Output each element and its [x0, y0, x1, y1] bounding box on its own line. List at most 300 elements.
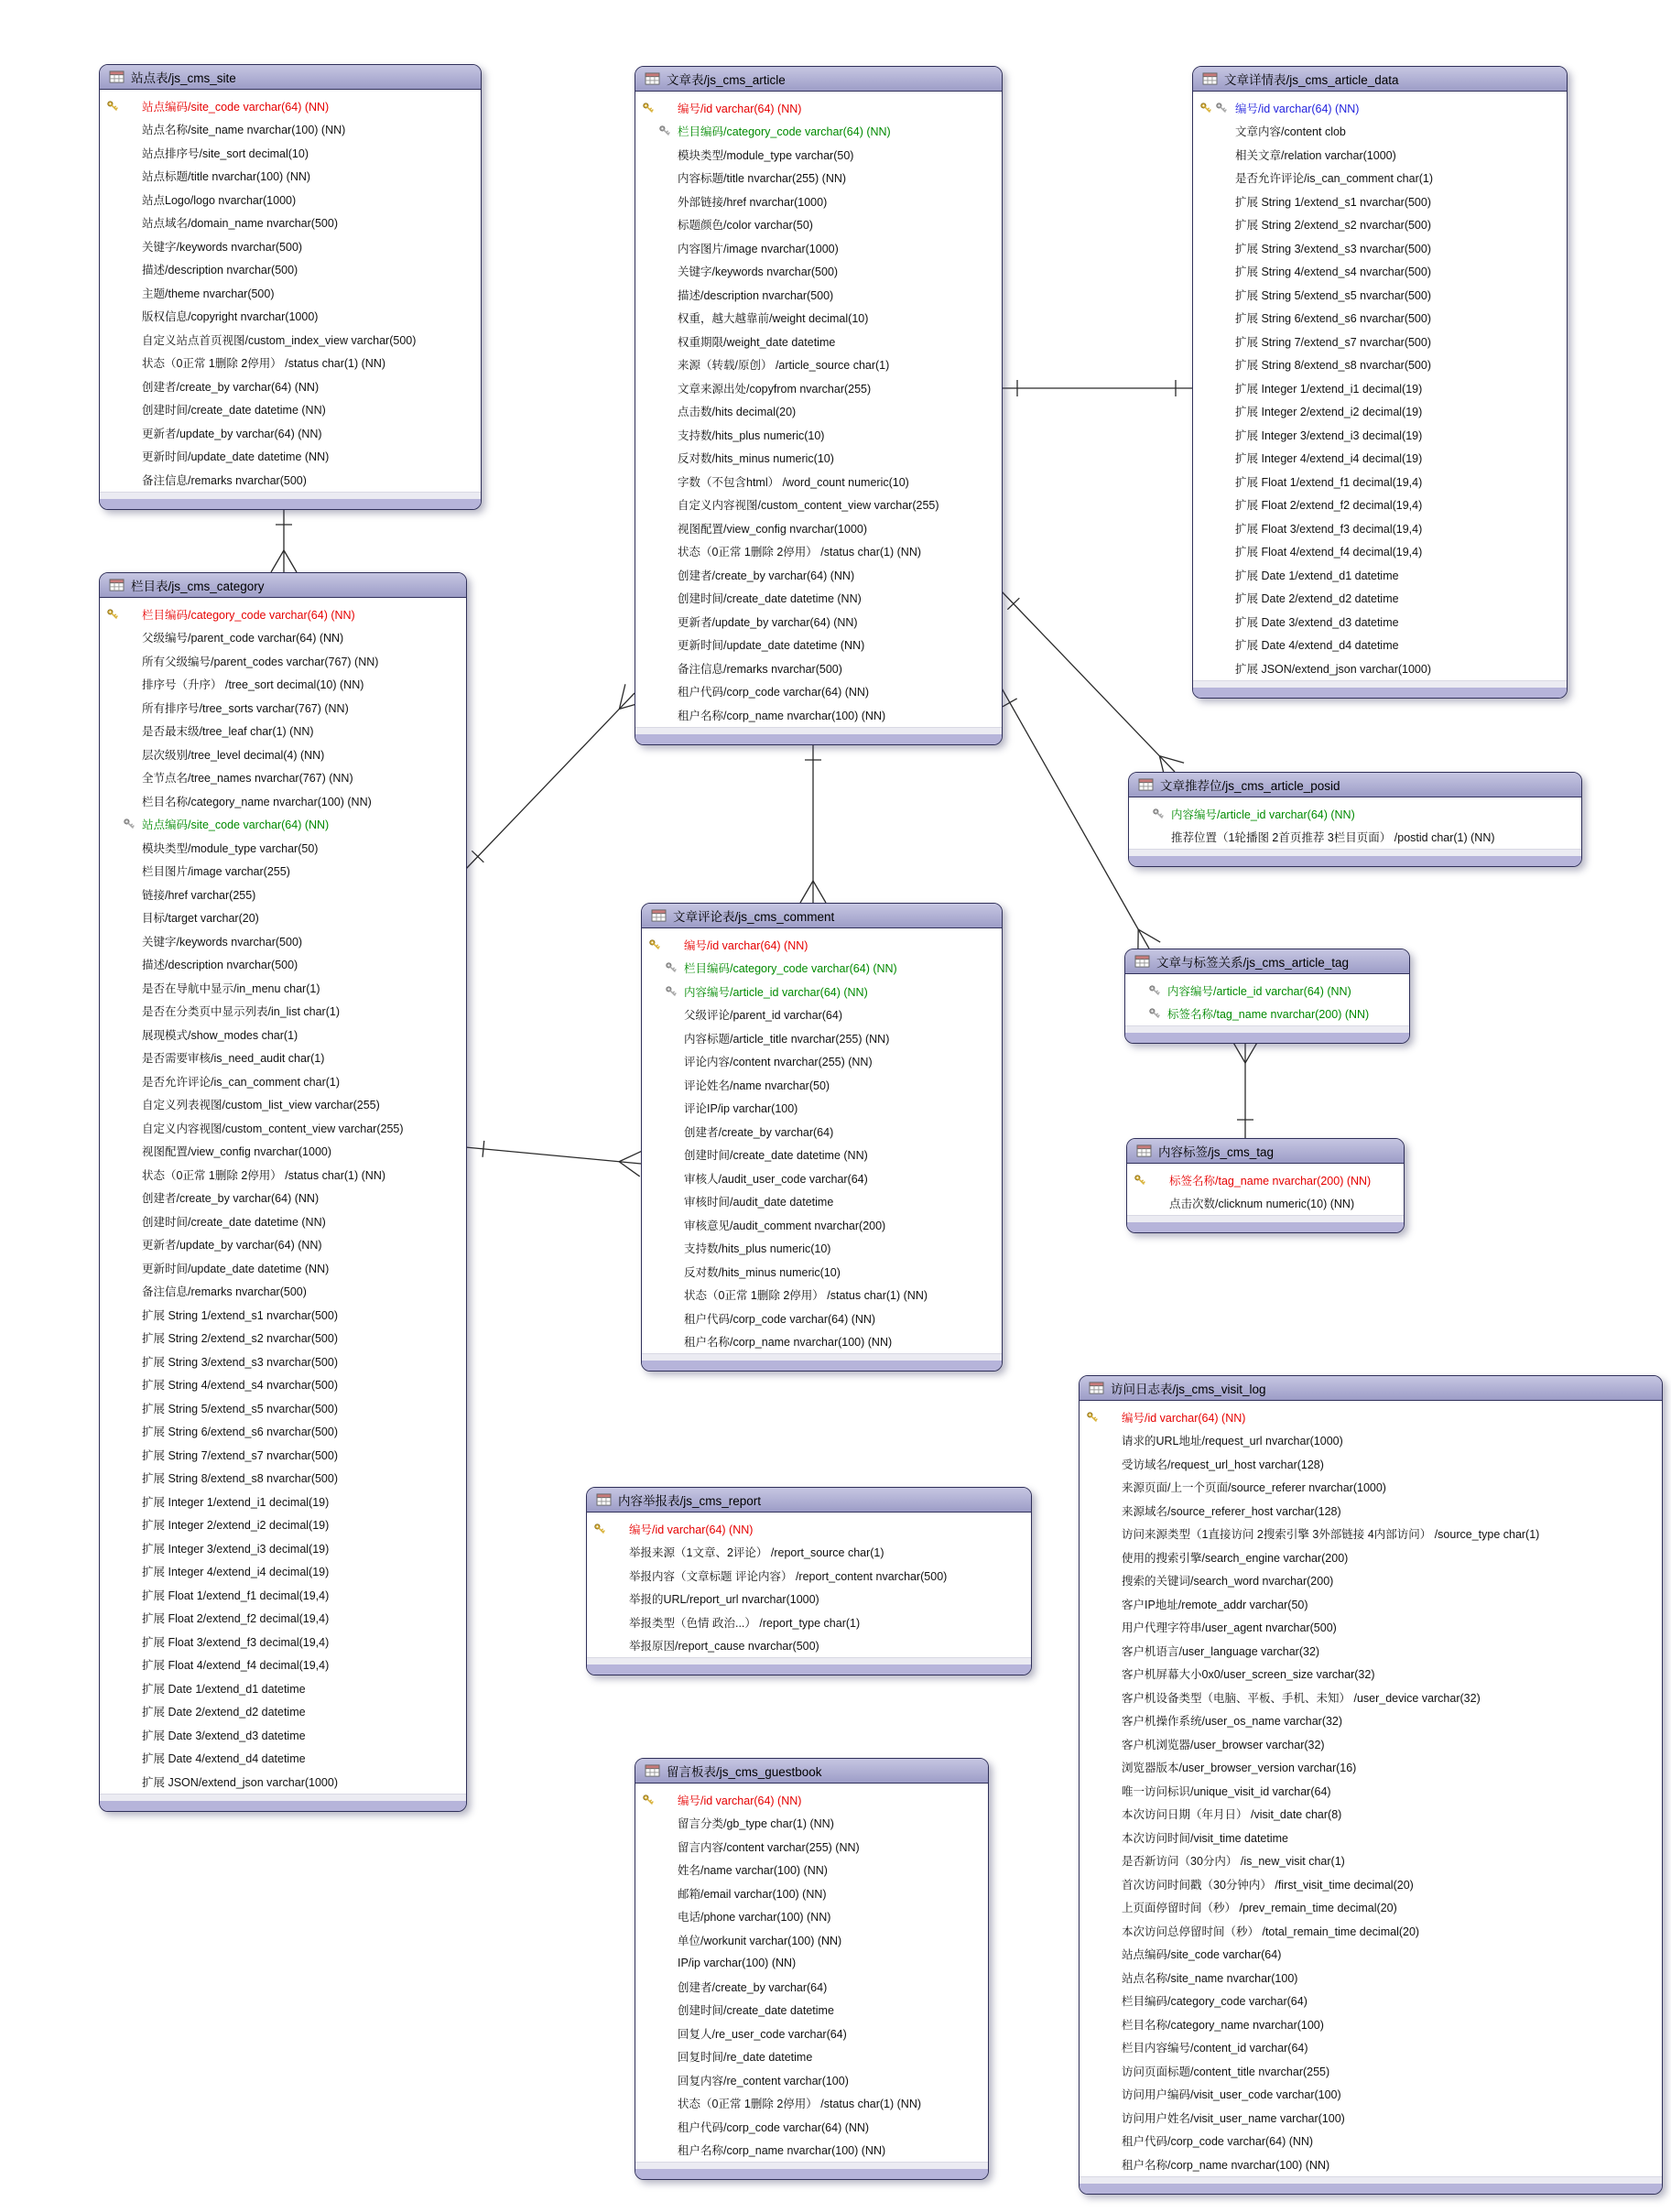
field-row[interactable]	[1080, 2130, 1662, 2153]
field-row[interactable]	[1193, 190, 1567, 213]
field-row[interactable]	[635, 236, 1002, 260]
field-row[interactable]	[100, 1023, 466, 1046]
field-row[interactable]	[100, 1770, 466, 1794]
field-text: 栏目编码/category_code varchar(64)	[1122, 1995, 1308, 2009]
field-row[interactable]	[100, 1303, 466, 1327]
relationship-site-category	[271, 506, 297, 572]
field-row[interactable]	[1193, 307, 1567, 331]
field-row[interactable]	[100, 626, 466, 650]
field-row[interactable]	[642, 957, 1002, 981]
field-row[interactable]	[100, 1373, 466, 1397]
field-row[interactable]	[635, 307, 1002, 331]
field-text: 排序号（升序） /tree_sort decimal(10) (NN)	[142, 678, 364, 692]
table-footer-strip	[100, 492, 481, 499]
field-row[interactable]	[642, 1144, 1002, 1167]
field-text: 栏目图片/image varchar(255)	[142, 865, 290, 879]
field-row[interactable]	[642, 1307, 1002, 1330]
field-text: 扩展 Date 4/extend_d4 datetime	[142, 1752, 306, 1766]
field-row[interactable]	[100, 1560, 466, 1584]
field-text: 站点名称/site_name nvarchar(100)	[1122, 1971, 1298, 1985]
field-text: 创建者/create_by varchar(64)	[684, 1125, 834, 1139]
field-text: 扩展 Integer 2/extend_i2 decimal(19)	[142, 1519, 330, 1533]
foreign-key-icon	[123, 818, 136, 830]
field-row[interactable]	[1080, 1872, 1662, 1896]
entity-header[interactable]	[1125, 949, 1409, 974]
primary-key-icon	[1134, 1174, 1146, 1187]
field-text: 站点名称/site_name nvarchar(100) (NN)	[142, 124, 346, 137]
field-row[interactable]	[1193, 563, 1567, 587]
table-icon	[651, 909, 667, 922]
field-row[interactable]	[100, 1513, 466, 1537]
field-row[interactable]	[1080, 1990, 1662, 2013]
field-row[interactable]	[635, 2115, 988, 2139]
field-row[interactable]	[100, 1443, 466, 1467]
field-text: 父级编号/parent_code varchar(64) (NN)	[142, 632, 344, 645]
field-text: 所有父级编号/parent_codes varchar(767) (NN)	[142, 655, 379, 668]
field-row[interactable]	[1080, 1709, 1662, 1733]
field-text: 创建者/create_by varchar(64)	[678, 1980, 828, 1994]
field-row[interactable]	[635, 563, 1002, 587]
foreign-key-icon	[665, 985, 678, 998]
field-row[interactable]	[100, 141, 481, 165]
field-row[interactable]	[100, 1256, 466, 1280]
field-row[interactable]	[100, 234, 481, 258]
field-text: 扩展 Float 2/extend_f2 decimal(19,4)	[142, 1612, 330, 1626]
field-row[interactable]	[100, 281, 481, 305]
field-row[interactable]	[635, 470, 1002, 493]
field-row[interactable]	[100, 1046, 466, 1070]
field-row[interactable]	[1080, 1592, 1662, 1616]
field-text: 客户机屏幕大小0x0/user_screen_size varchar(32)	[1122, 1668, 1375, 1682]
field-list	[635, 92, 1002, 727]
field-row[interactable]	[635, 260, 1002, 284]
field-row[interactable]	[635, 376, 1002, 400]
field-row[interactable]	[635, 283, 1002, 307]
field-row[interactable]	[100, 1140, 466, 1164]
field-text: 举报类型（色情 政治...） /report_type char(1)	[629, 1616, 861, 1630]
field-row[interactable]	[635, 493, 1002, 517]
field-row[interactable]	[1080, 1499, 1662, 1523]
field-row[interactable]	[100, 976, 466, 1000]
field-text: 目标/target varchar(20)	[142, 912, 259, 926]
field-row[interactable]	[1080, 1803, 1662, 1827]
field-row[interactable]	[1080, 1756, 1662, 1780]
field-row[interactable]	[100, 258, 481, 282]
field-row[interactable]	[1193, 493, 1567, 517]
key-icon-slot	[635, 102, 678, 114]
field-row[interactable]	[100, 1233, 466, 1257]
field-text: 编号/id varchar(64) (NN)	[678, 1794, 802, 1807]
field-text: 扩展 String 2/extend_s2 nvarchar(500)	[142, 1332, 338, 1346]
field-row[interactable]	[635, 120, 1002, 144]
field-text: 扩展 Date 4/extend_d4 datetime	[1235, 639, 1399, 653]
field-row[interactable]	[642, 1190, 1002, 1214]
entity-js_cms_article_data[interactable]	[1192, 66, 1568, 699]
entity-header[interactable]	[100, 65, 481, 90]
entity-js_cms_article_tag[interactable]	[1124, 949, 1410, 1044]
primary-key-icon	[1086, 1411, 1099, 1424]
field-row[interactable]	[100, 445, 481, 469]
field-row[interactable]	[100, 94, 481, 118]
field-row[interactable]	[642, 1284, 1002, 1307]
field-row[interactable]	[635, 167, 1002, 190]
field-list	[1080, 1401, 1662, 2176]
key-icon-slot	[1125, 984, 1167, 997]
entity-header[interactable]	[642, 904, 1002, 928]
field-text: 回复内容/re_content varchar(100)	[678, 2074, 849, 2087]
field-row[interactable]	[635, 1881, 988, 1905]
field-row[interactable]	[642, 1003, 1002, 1027]
field-row[interactable]	[1080, 1616, 1662, 1640]
field-row[interactable]	[635, 423, 1002, 447]
field-row[interactable]	[100, 1700, 466, 1724]
field-text: 自定义内容视图/custom_content_view varchar(255)	[142, 1122, 404, 1135]
field-row[interactable]	[1080, 2012, 1662, 2036]
entity-header[interactable]	[100, 573, 466, 598]
field-row[interactable]	[642, 1073, 1002, 1097]
field-text: 版权信息/copyright nvarchar(1000)	[142, 310, 319, 324]
field-row[interactable]	[100, 398, 481, 422]
field-row[interactable]	[1193, 213, 1567, 237]
field-row[interactable]	[100, 649, 466, 673]
field-text: 父级评论/parent_id varchar(64)	[684, 1009, 842, 1023]
primary-key-icon	[642, 1794, 655, 1806]
field-row[interactable]	[635, 1835, 988, 1859]
field-text: 留言分类/gb_type char(1) (NN)	[678, 1817, 834, 1831]
table-icon	[1202, 72, 1218, 85]
field-row[interactable]	[635, 447, 1002, 471]
entity-header[interactable]	[635, 1759, 988, 1784]
field-text: 标题颜色/color varchar(50)	[678, 219, 813, 233]
field-row[interactable]	[100, 188, 481, 211]
field-row[interactable]	[1080, 1919, 1662, 1943]
field-row[interactable]	[1080, 2106, 1662, 2130]
field-row[interactable]	[100, 1490, 466, 1513]
field-row[interactable]	[587, 1634, 1031, 1658]
field-text: 扩展 String 8/extend_s8 nvarchar(500)	[1235, 359, 1431, 373]
entity-js_cms_guestbook[interactable]	[635, 1758, 989, 2180]
field-row[interactable]	[1193, 400, 1567, 424]
field-row[interactable]	[635, 703, 1002, 727]
field-row[interactable]	[1080, 1663, 1662, 1686]
field-text: 来源页面/上一个页面/source_referer nvarchar(1000)	[1122, 1481, 1386, 1495]
field-row[interactable]	[1127, 1192, 1404, 1216]
field-text: 扩展 Integer 3/extend_i3 decimal(19)	[1235, 428, 1423, 442]
field-row[interactable]	[100, 328, 481, 352]
field-row[interactable]	[1193, 353, 1567, 377]
field-row[interactable]	[1080, 1966, 1662, 1990]
foreign-key-icon	[1148, 984, 1161, 997]
entity-header[interactable]	[1193, 67, 1567, 92]
key-icon-slot	[1127, 1174, 1169, 1187]
field-row[interactable]	[587, 1610, 1031, 1634]
field-row[interactable]	[1080, 2059, 1662, 2083]
entity-js_cms_visit_log[interactable]	[1079, 1375, 1663, 2195]
field-row[interactable]	[100, 1467, 466, 1491]
field-row[interactable]	[1127, 1168, 1404, 1192]
key-icon-slot	[635, 1794, 678, 1806]
field-list	[1127, 1164, 1404, 1215]
table-footer-strip	[100, 1794, 466, 1801]
field-row[interactable]	[1193, 587, 1567, 611]
entity-js_cms_tag[interactable]	[1126, 1138, 1405, 1233]
field-row[interactable]	[1193, 423, 1567, 447]
table-icon	[645, 1764, 660, 1777]
field-row[interactable]	[635, 1975, 988, 1999]
entity-js_cms_report[interactable]	[586, 1487, 1032, 1675]
field-row[interactable]	[100, 602, 466, 626]
relationship-category-comment	[465, 1141, 642, 1176]
field-row[interactable]	[100, 165, 481, 189]
field-row[interactable]	[100, 720, 466, 743]
field-text: 扩展 Float 1/extend_f1 decimal(19,4)	[142, 1589, 330, 1602]
field-row[interactable]	[100, 743, 466, 766]
field-row[interactable]	[1080, 1452, 1662, 1476]
field-row[interactable]	[635, 656, 1002, 680]
table-footer	[635, 2169, 988, 2179]
field-row[interactable]	[1080, 1545, 1662, 1569]
field-text: 扩展 Float 3/extend_f3 decimal(19,4)	[1235, 522, 1423, 536]
field-row[interactable]	[635, 516, 1002, 540]
field-row[interactable]	[100, 696, 466, 720]
table-footer-strip	[587, 1657, 1031, 1664]
table-icon	[1138, 778, 1154, 791]
field-row[interactable]	[1080, 1569, 1662, 1593]
foreign-key-icon	[1152, 808, 1165, 820]
field-row[interactable]	[635, 190, 1002, 213]
field-text: 扩展 String 5/extend_s5 nvarchar(500)	[1235, 288, 1431, 302]
field-row[interactable]	[100, 421, 481, 445]
field-text: 描述/description nvarchar(500)	[142, 264, 298, 277]
entity-header[interactable]	[1129, 773, 1581, 797]
field-row[interactable]	[642, 1120, 1002, 1144]
entity-header[interactable]	[587, 1488, 1031, 1513]
field-row[interactable]	[642, 1050, 1002, 1074]
field-row[interactable]	[100, 883, 466, 906]
field-row[interactable]	[100, 1723, 466, 1747]
field-row[interactable]	[100, 1536, 466, 1560]
field-row[interactable]	[100, 352, 481, 375]
field-row[interactable]	[100, 1396, 466, 1420]
field-row[interactable]	[1080, 1896, 1662, 1920]
field-text: 举报的URL/report_url nvarchar(1000)	[629, 1593, 819, 1607]
field-row[interactable]	[1080, 1639, 1662, 1663]
field-row[interactable]	[635, 2068, 988, 2092]
field-row[interactable]	[642, 1166, 1002, 1190]
entity-js_cms_site[interactable]	[99, 64, 482, 510]
relationship-tag-article_tag	[1232, 1041, 1258, 1138]
field-row[interactable]	[100, 1747, 466, 1771]
field-row[interactable]	[635, 680, 1002, 704]
field-text: 评论姓名/name nvarchar(50)	[684, 1079, 830, 1092]
field-row[interactable]	[1193, 167, 1567, 190]
field-row[interactable]	[1193, 376, 1567, 400]
field-row[interactable]	[100, 929, 466, 953]
field-text: 创建者/create_by varchar(64) (NN)	[678, 569, 855, 582]
field-row[interactable]	[1193, 516, 1567, 540]
field-row[interactable]	[642, 1330, 1002, 1354]
field-row[interactable]	[1193, 260, 1567, 284]
field-row[interactable]	[635, 330, 1002, 353]
field-row[interactable]	[635, 587, 1002, 611]
field-row[interactable]	[100, 1583, 466, 1607]
field-row[interactable]	[100, 860, 466, 884]
field-row[interactable]	[635, 1952, 988, 1976]
field-row[interactable]	[635, 1928, 988, 1952]
field-row[interactable]	[100, 1069, 466, 1093]
field-row[interactable]	[1193, 236, 1567, 260]
field-row[interactable]	[1080, 1849, 1662, 1873]
field-row[interactable]	[635, 1905, 988, 1929]
field-row[interactable]	[1080, 2036, 1662, 2060]
field-text: 租户代码/corp_code varchar(64) (NN)	[1122, 2135, 1314, 2149]
field-row[interactable]	[100, 789, 466, 813]
table-footer	[1125, 1033, 1409, 1043]
field-row[interactable]	[635, 610, 1002, 634]
field-text: 创建时间/create_date datetime (NN)	[142, 404, 326, 417]
field-row[interactable]	[1129, 826, 1581, 850]
field-row[interactable]	[100, 1187, 466, 1210]
field-row[interactable]	[635, 2045, 988, 2069]
field-row[interactable]	[1193, 656, 1567, 680]
field-row[interactable]	[100, 906, 466, 930]
field-row[interactable]	[635, 400, 1002, 424]
field-row[interactable]	[1193, 540, 1567, 564]
field-row[interactable]	[642, 1260, 1002, 1284]
field-row[interactable]	[642, 1237, 1002, 1261]
entity-js_cms_article_posid[interactable]	[1128, 772, 1582, 867]
field-row[interactable]	[100, 468, 481, 492]
field-row[interactable]	[1080, 1476, 1662, 1500]
field-row[interactable]	[100, 1116, 466, 1140]
table-footer	[1127, 1222, 1404, 1232]
field-row[interactable]	[635, 143, 1002, 167]
field-row[interactable]	[1193, 143, 1567, 167]
field-row[interactable]	[1193, 120, 1567, 144]
foreign-key-icon	[1148, 1007, 1161, 1020]
field-row[interactable]	[635, 2022, 988, 2045]
field-row[interactable]	[1080, 1943, 1662, 1967]
field-row[interactable]	[100, 211, 481, 235]
field-row[interactable]	[100, 1000, 466, 1024]
field-row[interactable]	[100, 305, 481, 329]
field-row[interactable]	[1193, 610, 1567, 634]
entity-js_cms_article[interactable]	[635, 66, 1003, 745]
field-row[interactable]	[100, 1209, 466, 1233]
field-row[interactable]	[635, 213, 1002, 237]
field-row[interactable]	[100, 1420, 466, 1444]
key-icon-slot	[587, 1523, 629, 1535]
field-text: 描述/description nvarchar(500)	[142, 959, 298, 972]
field-row[interactable]	[1080, 1523, 1662, 1546]
field-row[interactable]	[100, 1654, 466, 1677]
field-row[interactable]	[1080, 1429, 1662, 1453]
entity-header[interactable]	[1127, 1139, 1404, 1164]
field-row[interactable]	[1080, 1405, 1662, 1429]
field-row[interactable]	[100, 1327, 466, 1350]
field-row[interactable]	[1193, 283, 1567, 307]
field-row[interactable]	[100, 836, 466, 860]
field-row[interactable]	[635, 540, 1002, 564]
field-row[interactable]	[642, 1026, 1002, 1050]
field-row[interactable]	[100, 1676, 466, 1700]
field-row[interactable]	[635, 1859, 988, 1882]
field-row[interactable]	[635, 96, 1002, 120]
field-row[interactable]	[1193, 447, 1567, 471]
entity-header[interactable]	[1080, 1376, 1662, 1401]
field-row[interactable]	[1080, 1779, 1662, 1803]
field-row[interactable]	[100, 766, 466, 790]
field-row[interactable]	[587, 1588, 1031, 1611]
field-row[interactable]	[635, 2139, 988, 2163]
field-row[interactable]	[1125, 979, 1409, 1003]
field-row[interactable]	[100, 118, 481, 142]
field-row[interactable]	[635, 1788, 988, 1812]
field-row[interactable]	[100, 1280, 466, 1304]
field-row[interactable]	[100, 1607, 466, 1631]
field-row[interactable]	[635, 1999, 988, 2022]
field-row[interactable]	[100, 813, 466, 837]
field-row[interactable]	[1080, 1686, 1662, 1709]
field-row[interactable]	[100, 953, 466, 977]
entity-header[interactable]	[635, 67, 1002, 92]
field-text: 编号/id varchar(64) (NN)	[629, 1523, 754, 1536]
field-row[interactable]	[100, 1093, 466, 1117]
field-row[interactable]	[1125, 1003, 1409, 1026]
field-row[interactable]	[100, 374, 481, 398]
field-text: 扩展 String 8/extend_s8 nvarchar(500)	[142, 1472, 338, 1486]
field-text: 栏目内容编号/content_id varchar(64)	[1122, 2042, 1308, 2055]
field-text: 举报来源（1文章、2评论） /report_source char(1)	[629, 1546, 884, 1560]
field-row[interactable]	[642, 1213, 1002, 1237]
field-row[interactable]	[100, 1163, 466, 1187]
field-row[interactable]	[635, 353, 1002, 377]
field-row[interactable]	[100, 673, 466, 697]
field-row[interactable]	[1129, 802, 1581, 826]
field-row[interactable]	[642, 1097, 1002, 1121]
field-row[interactable]	[1193, 634, 1567, 657]
field-text: 关键字/keywords nvarchar(500)	[142, 240, 303, 254]
field-row[interactable]	[635, 634, 1002, 657]
field-row[interactable]	[1080, 1732, 1662, 1756]
field-row[interactable]	[1193, 330, 1567, 353]
table-footer	[1193, 688, 1567, 698]
field-row[interactable]	[1080, 2083, 1662, 2107]
field-row[interactable]	[1080, 2152, 1662, 2176]
entity-js_cms_comment[interactable]	[641, 903, 1003, 1372]
field-row[interactable]	[642, 933, 1002, 957]
field-row[interactable]	[1080, 1826, 1662, 1849]
table-footer-strip	[1125, 1025, 1409, 1033]
field-text: 扩展 JSON/extend_json varchar(1000)	[142, 1775, 338, 1789]
table-footer	[1080, 2184, 1662, 2194]
field-row[interactable]	[100, 1630, 466, 1654]
field-row[interactable]	[587, 1541, 1031, 1565]
entity-js_cms_category[interactable]	[99, 572, 467, 1812]
field-row[interactable]	[1193, 470, 1567, 493]
field-text: 来源域名/source_referer_host varchar(128)	[1122, 1504, 1341, 1518]
field-text: 扩展 Integer 3/extend_i3 decimal(19)	[142, 1542, 330, 1556]
field-text: 租户名称/corp_name nvarchar(100) (NN)	[678, 2144, 886, 2158]
field-row[interactable]	[1193, 96, 1567, 120]
field-row[interactable]	[587, 1517, 1031, 1541]
field-row[interactable]	[635, 2092, 988, 2116]
field-row[interactable]	[100, 1350, 466, 1373]
field-row[interactable]	[587, 1564, 1031, 1588]
field-row[interactable]	[642, 980, 1002, 1003]
foreign-key-icon	[665, 961, 678, 974]
field-row[interactable]	[635, 1812, 988, 1836]
